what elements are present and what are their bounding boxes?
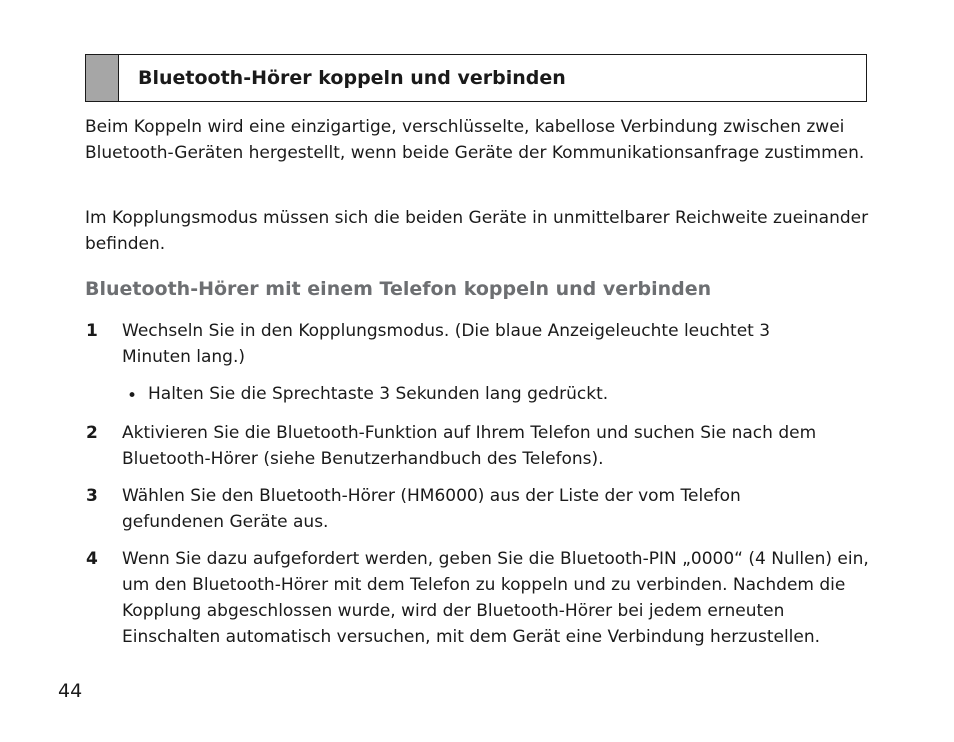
- step-text-4: Wenn Sie dazu aufgefordert werden, geben Sie die Bluetooth-PIN „0000“ (4 Nullen) ein, um den Bluetooth-Hörer mit dem Telefon zu koppeln und zu verbinden. Nachdem die Kopplung abgeschlossen wurde, wird der Bluetooth-Hörer bei jedem erneuten Einschalten automatisch versuchen, mit dem Gerät eine Verbindung herzustellen.: [122, 549, 869, 647]
- intro-paragraph-2: Im Kopplungsmodus müssen sich die beiden Geräte in unmittelbarer Reichweite zueinander befinden.: [85, 208, 869, 254]
- section-header: [85, 54, 867, 102]
- step-number-1: 1: [86, 321, 98, 341]
- step-text-2: Aktivieren Sie die Bluetooth-Funktion auf Ihrem Telefon und suchen Sie nach dem Bluetooth-Hörer (siehe Benutzerhandbuch des Telefons).: [122, 423, 817, 469]
- step-number-3: 3: [86, 486, 98, 506]
- bullet-text: Halten Sie die Sprechtaste 3 Sekunden lang gedrückt.: [148, 384, 609, 404]
- step-text-1: Wechseln Sie in den Kopplungsmodus. (Die blaue Anzeigeleuchte leuchtet 3 Minuten lang.): [122, 321, 771, 367]
- intro-paragraph-1: Beim Koppeln wird eine einzigartige, verschlüsselte, kabellose Verbindung zwischen zwei Bluetooth-Geräten hergestellt, wenn beide Geräte der Kommunikationsanfrage zustimmen.: [85, 117, 865, 163]
- page-number: 44: [58, 680, 83, 702]
- step-number-2: 2: [86, 423, 98, 443]
- subsection-title: Bluetooth-Hörer mit einem Telefon koppeln und verbinden: [85, 278, 712, 300]
- header-gray-block: [86, 55, 119, 101]
- bullet-dot: •: [127, 386, 138, 406]
- step-number-4: 4: [86, 549, 98, 569]
- step-text-3: Wählen Sie den Bluetooth-Hörer (HM6000) aus der Liste der vom Telefon gefundenen Geräte aus.: [122, 486, 741, 532]
- section-title: Bluetooth-Hörer koppeln und verbinden: [138, 67, 566, 89]
